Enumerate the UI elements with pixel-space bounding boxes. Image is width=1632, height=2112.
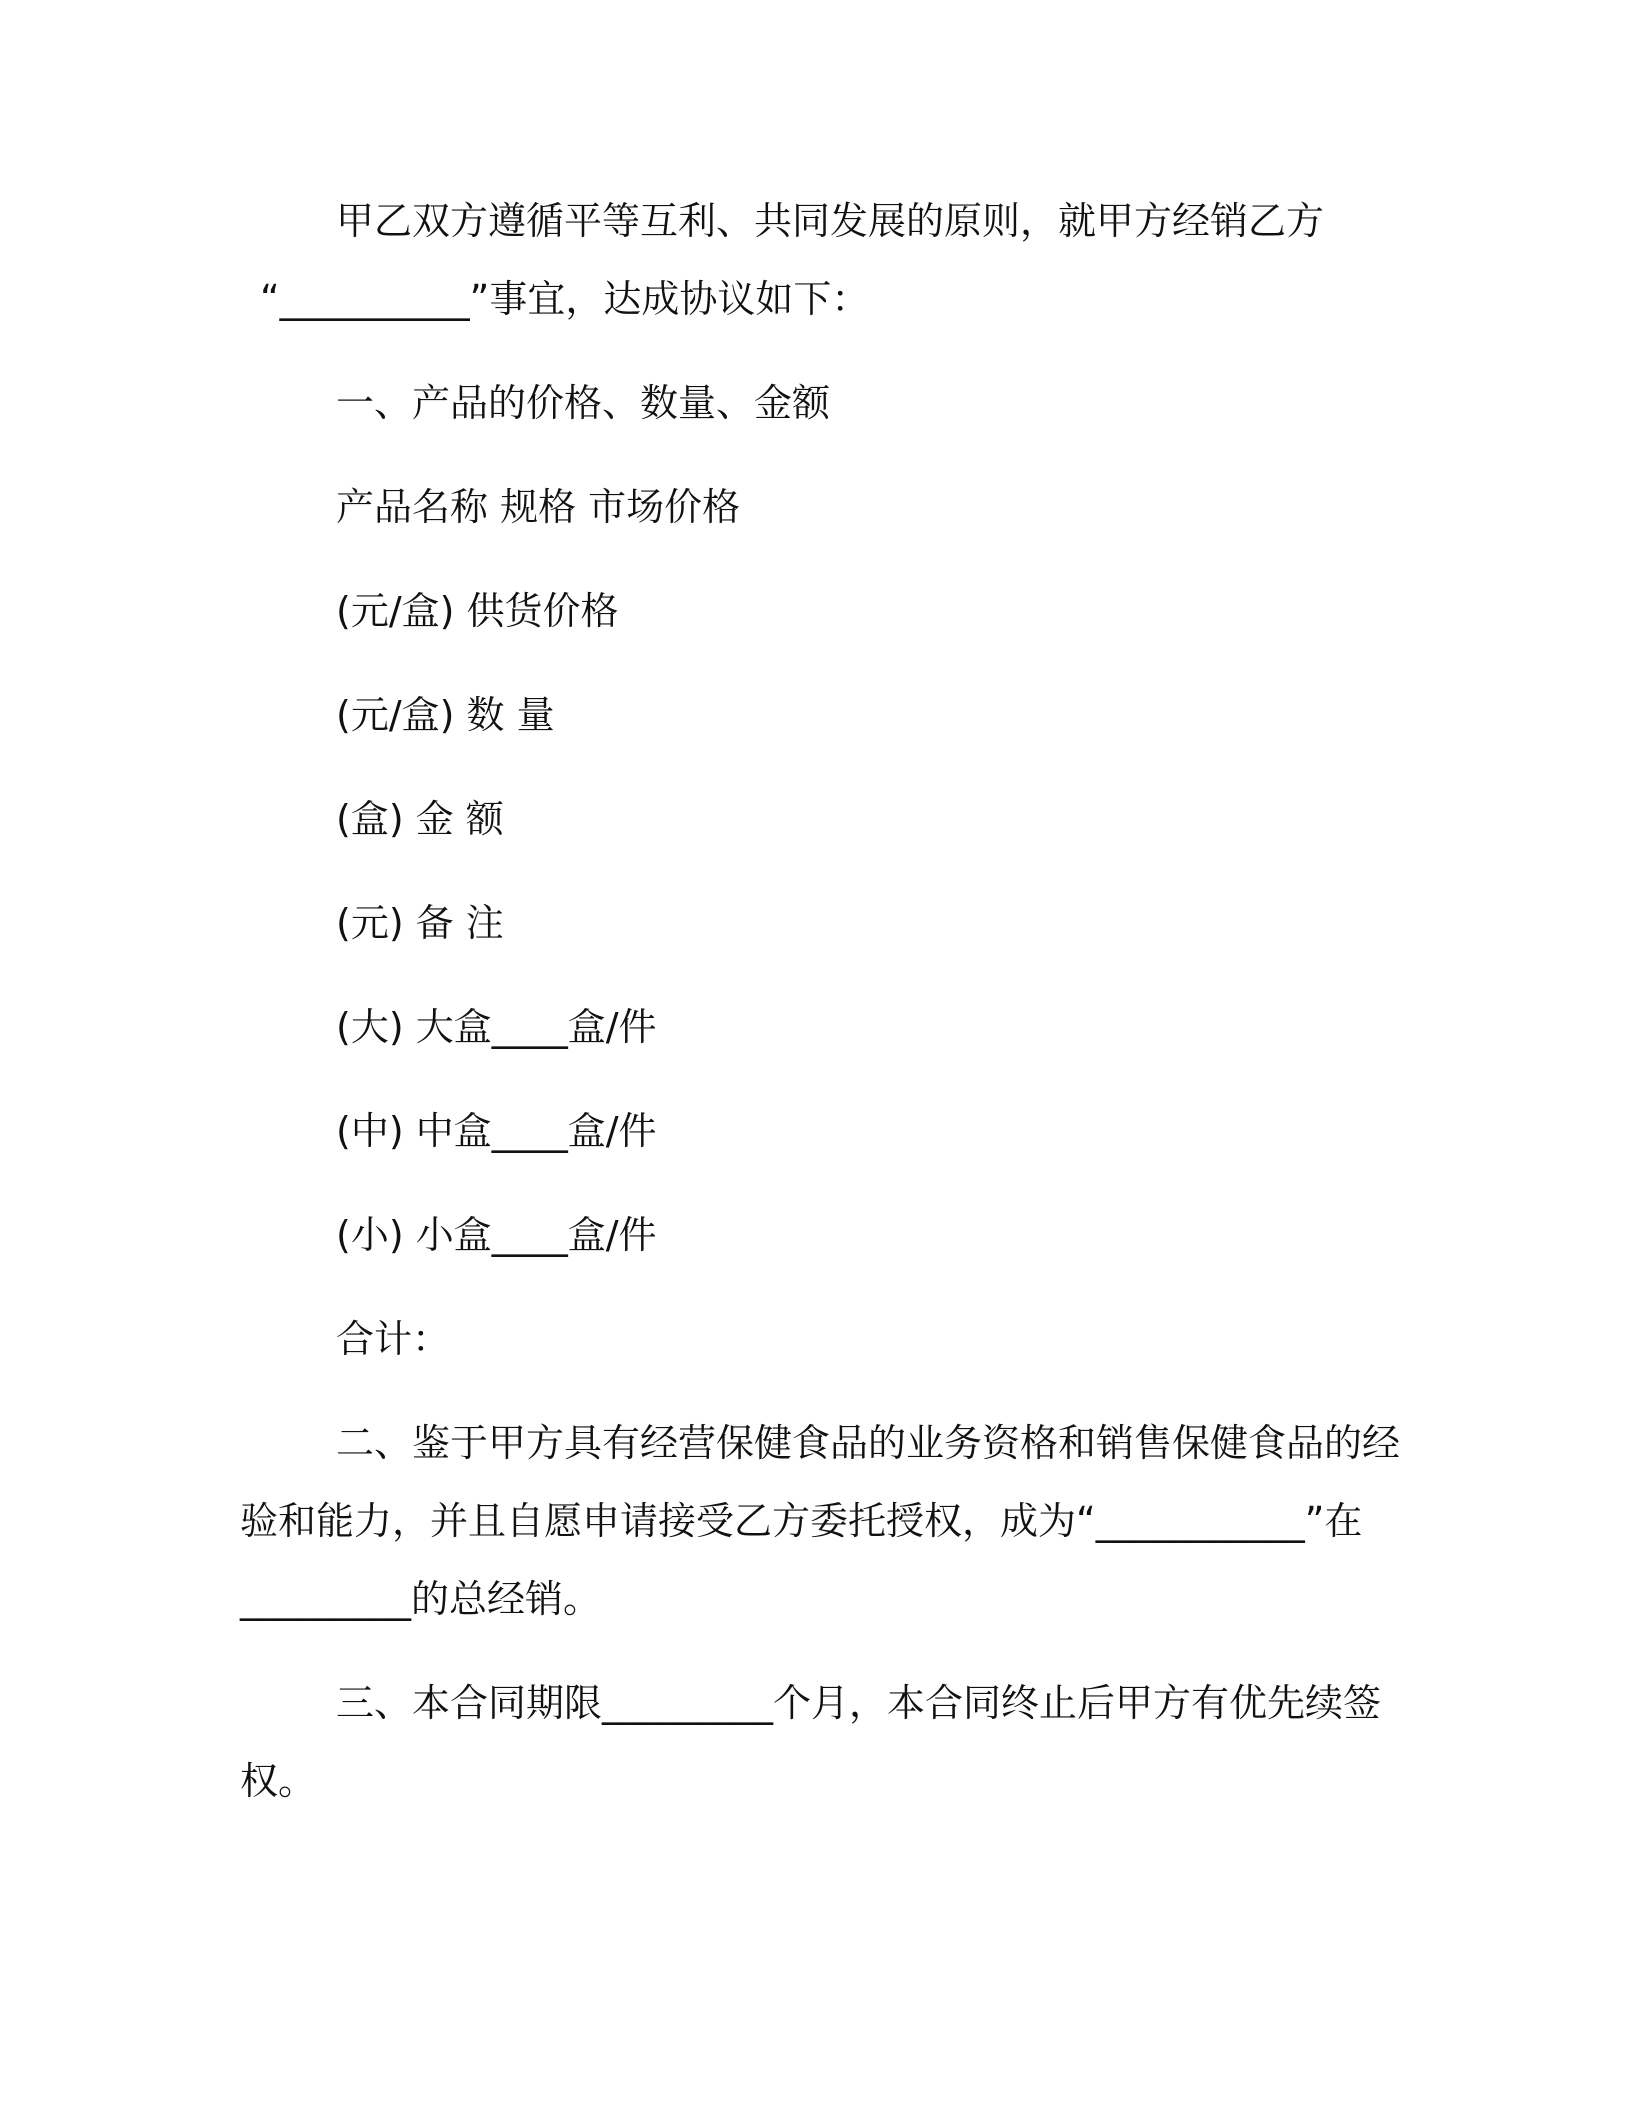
table-line: (元/盒) 数 量 [336,693,555,737]
intro-line-2: “__________”事宜，达成协议如下： [260,277,870,321]
table-line: 产品名称 规格 市场价格 [336,485,741,529]
document-body [240,182,1401,1820]
section-3-line-2: 权。 [240,1759,317,1803]
section-1-title: 一、产品的价格、数量、金额 [336,381,831,425]
intro-line-1: 甲乙双方遵循平等互利、共同发展的原则，就甲方经销乙方 [336,199,1325,243]
table-line: (大) 大盒____盒/件 [336,1005,657,1049]
table-line: (小) 小盒____盒/件 [336,1213,657,1257]
section-3-line-1: 三、本合同期限_________个月，本合同终止后甲方有优先续签 [336,1681,1382,1725]
table-line: (中) 中盒____盒/件 [336,1109,657,1153]
section-2-line-2: 验和能力，并且自愿申请接受乙方委托授权，成为“___________”在 [240,1499,1363,1543]
table-line: (盒) 金 额 [336,797,504,841]
section-2-line-3: _________的总经销。 [240,1577,602,1621]
table-line: (元) 备 注 [336,901,504,945]
table-line: (元/盒) 供货价格 [336,589,619,633]
total-line: 合计： [336,1317,451,1361]
section-2-line-1: 二、鉴于甲方具有经营保健食品的业务资格和销售保健食品的经 [336,1421,1401,1465]
